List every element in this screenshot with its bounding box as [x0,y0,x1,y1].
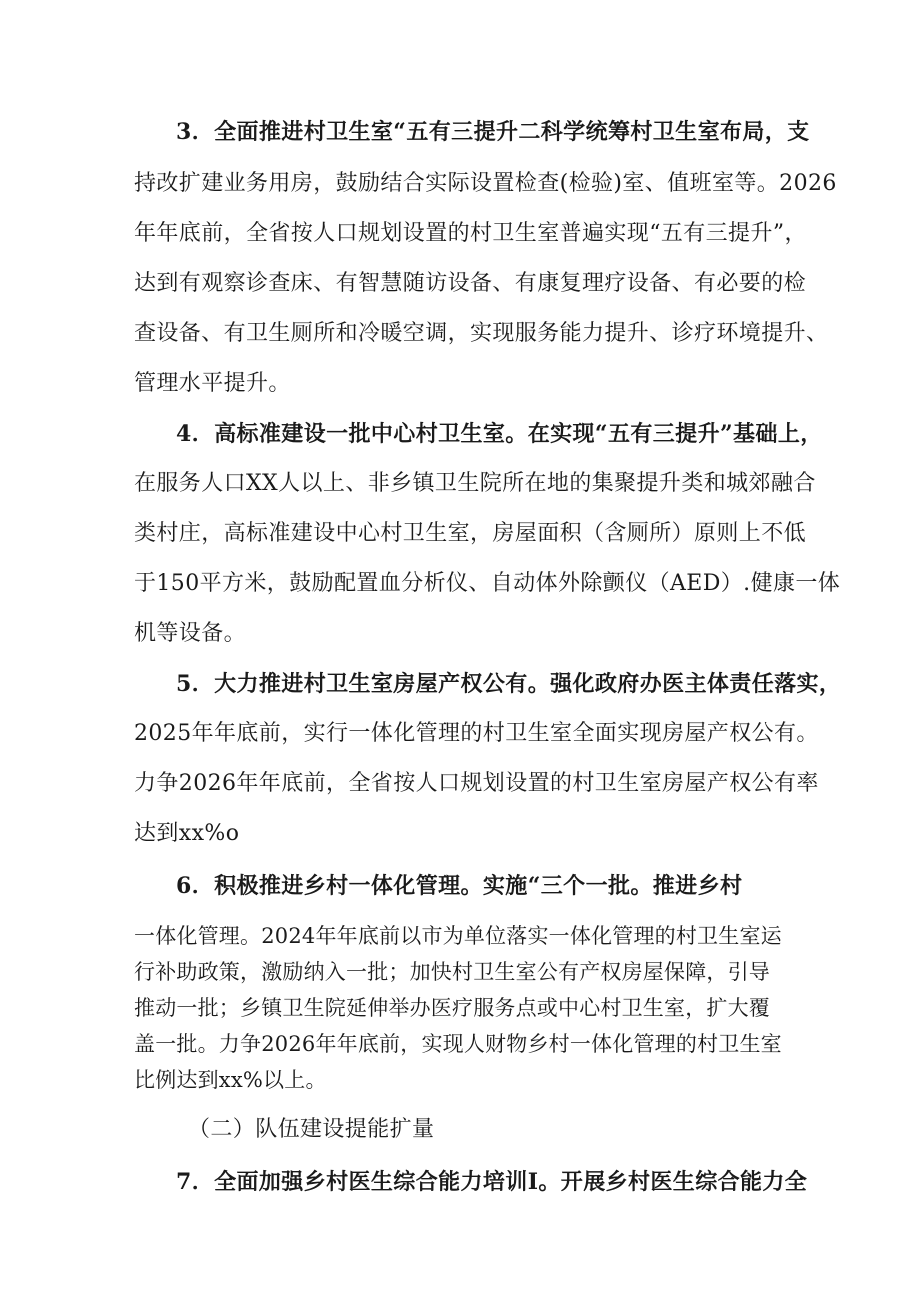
paragraph-3-line-6: 管理水平提升。 [134,371,291,396]
paragraph-7-line-1: 7．全面加强乡村医生综合能力培训I。开展乡村医生综合能力全 [176,1169,808,1195]
paragraph-6-line-6: 比例达到xx%以上。 [134,1068,327,1092]
paragraph-4-line-2: 在服务人口XX人以上、非乡镇卫生院所在地的集聚提升类和城郊融合 [134,471,816,496]
paragraph-5-line-3: 力争2026年年底前，全省按人口规划设置的村卫生室房屋产权公有率 [134,771,819,796]
paragraph-3-line-1: 3．全面推进村卫生室“五有三提升二科学统筹村卫生室布局，支 [176,119,810,145]
paragraph-6-line-4: 推动一批；乡镇卫生院延伸举办医疗服务点或中心村卫生室，扩大覆 [134,996,770,1020]
paragraph-3-line-2: 持改扩建业务用房，鼓励结合实际设置检查(检验)室、值班室等。2026 [134,171,837,196]
section-heading: （二）队伍建设提能扩量 [188,1117,435,1142]
paragraph-3-line-5: 查设备、有卫生厕所和冷暖空调，实现服务能力提升、诊疗环境提升、 [134,321,829,346]
paragraph-6-line-1: 6．积极推进乡村一体化管理。实施“三个一批。推进乡村 [176,873,743,899]
paragraph-4-line-1: 4．高标准建设一批中心村卫生室。在实现“五有三提升”基础上， [176,421,823,447]
paragraph-4-line-5: 机等设备。 [134,621,247,646]
paragraph-5-line-1: 5．大力推进村卫生室房屋产权公有。强化政府办医主体责任落实， [176,671,842,697]
paragraph-4-line-4: 于150平方米，鼓励配置血分析仪、自动体外除颤仪（AED）.健康一体 [134,571,841,596]
paragraph-6-line-2: 一体化管理。2024年年底前以市为单位落实一体化管理的村卫生室运 [134,924,782,948]
paragraph-6-line-3: 行补助政策，激励纳入一批；加快村卫生室公有产权房屋保障，引导 [134,960,770,984]
paragraph-5-line-2: 2025年年底前，实行一体化管理的村卫生室全面实现房屋产权公有。 [134,721,819,746]
paragraph-5-line-4: 达到xx%o [134,821,240,846]
paragraph-3-line-3: 年年底前，全省按人口规划设置的村卫生室普遍实现“五有三提升”， [134,221,807,246]
paragraph-4-line-3: 类村庄，高标准建设中心村卫生室，房屋面积（含厕所）原则上不低 [134,521,807,546]
paragraph-6-line-5: 盖一批。力争2026年年底前，实现人财物乡村一体化管理的村卫生室 [134,1032,782,1056]
paragraph-3-line-4: 达到有观察诊查床、有智慧随访设备、有康复理疗设备、有必要的检 [134,271,807,296]
